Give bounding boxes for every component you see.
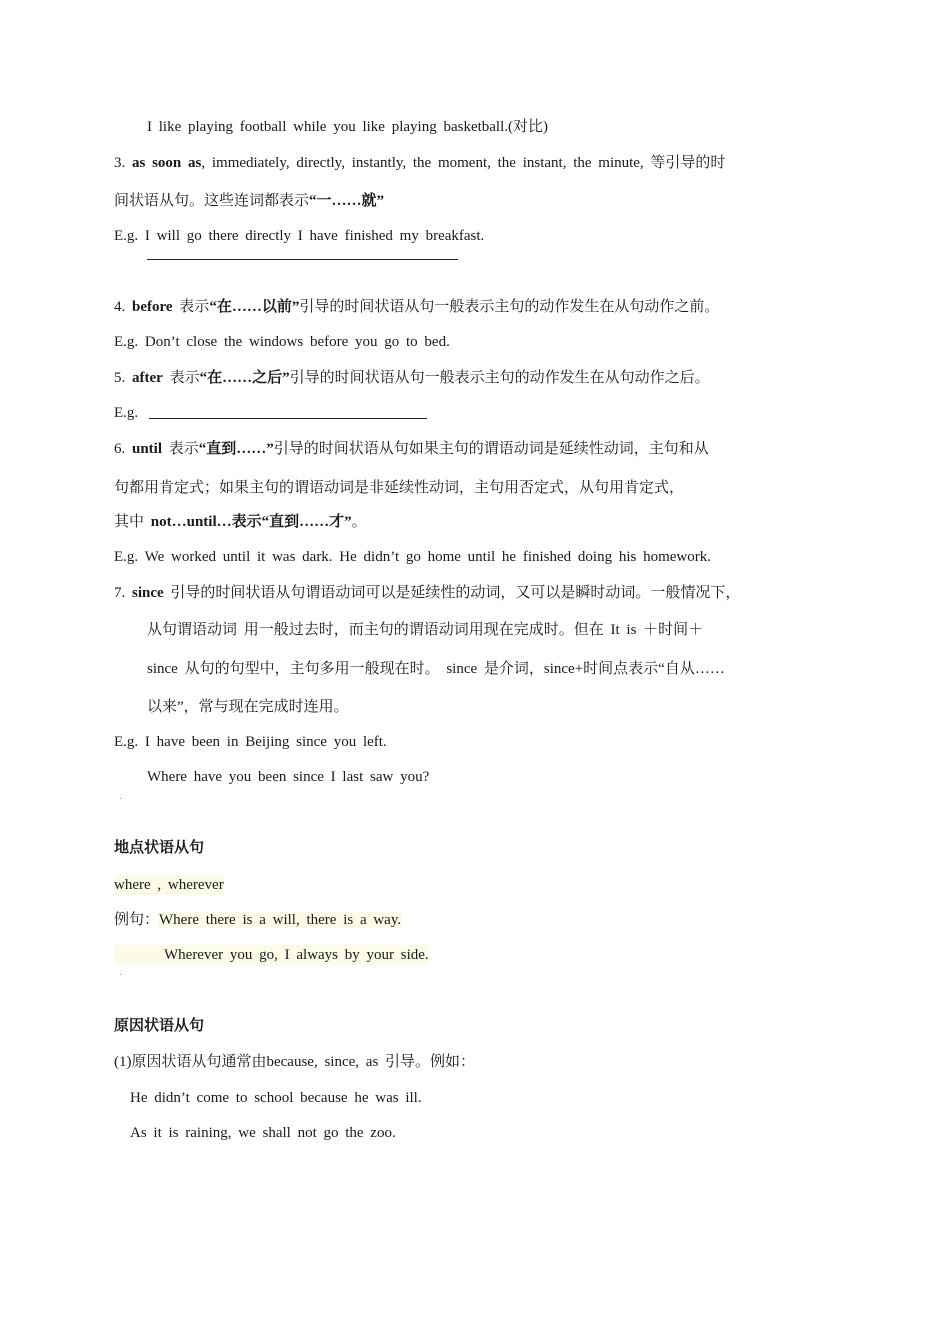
place-example-2: Wherever you go, I always by your side. xyxy=(114,945,429,965)
item-6-line-3-text: 其中 xyxy=(114,514,145,530)
item-6-meaning: “直到……” xyxy=(198,441,274,457)
item-7-text: 引导的时间状语从句谓语动词可以是延续性的动词，又可以是瞬时动词。一般情况下， xyxy=(170,585,741,601)
place-heading: 地点状语从句 xyxy=(114,838,205,856)
item-6-example: E.g. We worked until it was dark. He didn’t go home until he finished doing his homework. xyxy=(114,549,711,565)
paragraph-mark: · xyxy=(119,794,123,805)
place-example-1: Where there is a will, there is a way. xyxy=(159,912,402,928)
item-6-keyword: until xyxy=(132,441,163,457)
paragraph-mark: · xyxy=(119,970,123,981)
item-3-meaning: “一……就” xyxy=(309,193,385,209)
item-3-text: , immediately, directly, instantly, the moment, the instant, the minute, 等引导的时 xyxy=(201,155,726,171)
item-3-keyword: as soon as xyxy=(132,155,202,171)
item-4-line-1 xyxy=(114,297,719,317)
item-4-keyword: before xyxy=(132,299,173,315)
item-5-meaning: “在……之后” xyxy=(199,370,290,386)
place-conjunctions: where , wherever xyxy=(114,877,224,893)
item-3-line-1 xyxy=(114,153,725,173)
item-3-answer-blank[interactable] xyxy=(147,259,458,260)
item-7-example-2: Where have you been since I last saw you? xyxy=(147,769,430,785)
item-7-number: 7. xyxy=(114,585,126,601)
item-6-line-1 xyxy=(114,439,709,459)
item-3-number: 3. xyxy=(114,155,126,171)
place-example-1-line xyxy=(114,910,401,930)
reason-example-2: As it is raining, we shall not go the zoo. xyxy=(130,1125,396,1141)
item-6-pre: 表示 xyxy=(168,441,199,457)
item-7-line-3: since 从句的句型中，主句多用一般现在时。 since 是介词，since+时间点表示“自从…… xyxy=(147,661,725,677)
item-3-line-2-text: 间状语从句。这些连词都表示 xyxy=(114,193,310,209)
item-5-keyword: after xyxy=(132,370,163,386)
item-6-line-3 xyxy=(114,512,367,532)
item-6-text: 引导的时间状语从句如果主句的谓语动词是延续性动词，主句和从 xyxy=(273,441,709,457)
place-example-label: 例句： xyxy=(114,912,160,928)
item-5-pre: 表示 xyxy=(169,370,200,386)
item-5-number: 5. xyxy=(114,370,126,386)
item-6-line-2: 句都用肯定式；如果主句的谓语动词是非延续性动词，主句用否定式，从句用肯定式， xyxy=(114,480,685,496)
item-7-line-2: 从句谓语动词 用一般过去时，而主句的谓语动词用现在完成时。但在 It is ＋时间＋ xyxy=(147,622,704,638)
item-6-structure: not…until…表示“直到……才” xyxy=(150,514,352,530)
reason-intro: (1)原因状语从句通常由because, since, as 引导。例如： xyxy=(114,1054,476,1070)
item-4-pre: 表示 xyxy=(179,299,210,315)
item-5-text: 引导的时间状语从句一般表示主句的动作发生在从句动作之后。 xyxy=(289,370,710,386)
item-4-meaning: “在……以前” xyxy=(209,299,300,315)
item-7-line-1 xyxy=(114,583,740,603)
contrast-example: I like playing football while you like playing basketball.(对比) xyxy=(147,119,548,135)
item-6-number: 6. xyxy=(114,441,126,457)
reason-example-1: He didn’t come to school because he was ill. xyxy=(130,1090,422,1106)
item-7-keyword: since xyxy=(132,585,164,601)
item-7-line-4: 以来”，常与现在完成时连用。 xyxy=(147,699,349,715)
item-3-line-2 xyxy=(114,191,384,211)
item-5-example-label: E.g. xyxy=(114,405,139,421)
item-6-line-3-end: 。 xyxy=(351,514,367,530)
item-5-line-1 xyxy=(114,368,710,388)
item-3-example: E.g. I will go there directly I have finished my breakfast. xyxy=(114,228,485,244)
item-5-answer-blank[interactable] xyxy=(149,418,427,419)
item-4-text: 引导的时间状语从句一般表示主句的动作发生在从句动作之前。 xyxy=(299,299,720,315)
reason-heading: 原因状语从句 xyxy=(114,1016,205,1034)
item-7-example-1: E.g. I have been in Beijing since you left. xyxy=(114,734,387,750)
item-4-example: E.g. Don’t close the windows before you go to bed. xyxy=(114,334,450,350)
item-4-number: 4. xyxy=(114,299,126,315)
